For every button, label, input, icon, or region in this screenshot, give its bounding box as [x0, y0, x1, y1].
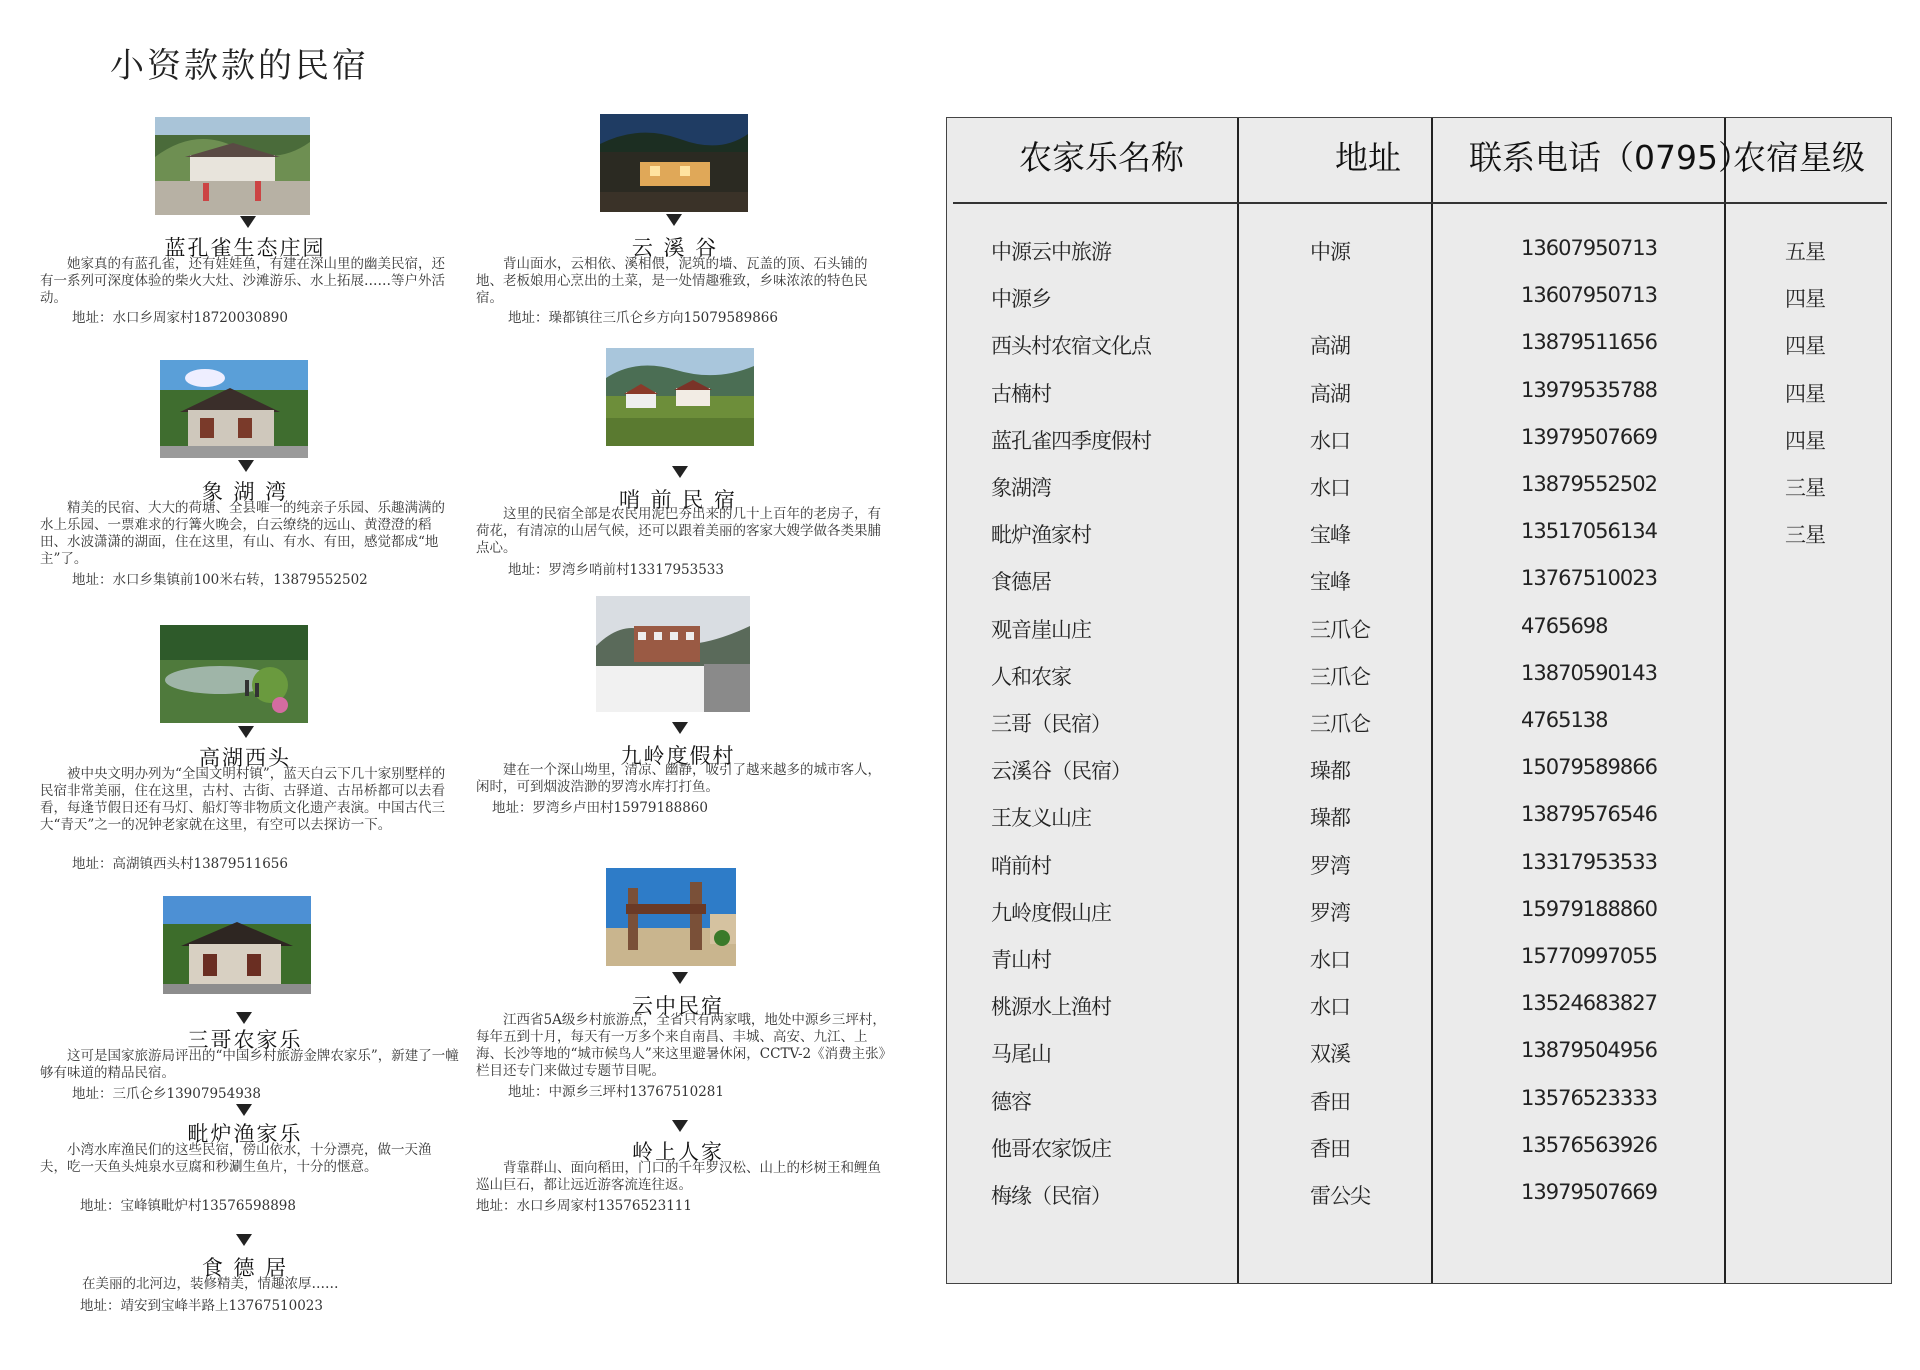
table-row [947, 755, 1891, 802]
photo-yunxigu [600, 114, 748, 212]
table-row [947, 378, 1891, 425]
entry-desc: 江西省5A级乡村旅游点，全省只有两家哦，地处中源乡三坪村，每年五到十月，每天有一万多个来自南昌、丰城、高安、九江、上海、长沙等地的“城市候鸟人”来这里避暑休闲，CCTV-2《消费主张》栏目还专门来做过专题节目呢。 [476, 1012, 886, 1079]
arrow-icon [240, 216, 256, 228]
cell-address: 香田 [1310, 1089, 1350, 1114]
photo-sange [163, 896, 311, 994]
entry-addr: 地址：高湖镇西头村13879511656 [72, 856, 288, 872]
cell-address: 宝峰 [1310, 570, 1350, 595]
table-row [947, 944, 1891, 991]
arrow-icon [672, 972, 688, 984]
photo-lankongque [155, 117, 310, 215]
cell-address: 宝峰 [1310, 523, 1350, 548]
cell-phone: 13576563926 [1521, 1132, 1657, 1157]
entry-name: 三哥农家乐 [187, 1028, 303, 1052]
cell-phone: 15979188860 [1521, 896, 1657, 921]
table-row [947, 708, 1891, 755]
header-name: 农家乐名称 [1019, 138, 1184, 177]
cell-address: 三爪仑 [1310, 712, 1370, 736]
entry-desc: 背山面水，云相依、溪相偎，泥筑的墙、瓦盖的顶、石头铺的地、老板娘用心烹出的土菜，是一处情趣雅致，乡味浓浓的特色民宿。 [476, 256, 868, 306]
farmstay-table [946, 117, 1892, 1284]
photo-yunzhong [606, 868, 736, 966]
cell-phone: 13576523333 [1521, 1085, 1657, 1110]
cell-address: 香田 [1310, 1136, 1350, 1161]
page-title: 小资款款的民宿 [110, 46, 369, 86]
photo-shaoqian [606, 348, 754, 446]
cell-name: 中源云中旅游 [991, 240, 1111, 264]
entry-addr: 地址：水口乡周家村18720030890 [72, 310, 288, 326]
cell-name: 蓝孔雀四季度假村 [991, 428, 1151, 453]
entry-name: 象 湖 湾 [201, 480, 289, 504]
arrow-icon [666, 214, 682, 226]
table-row [947, 1086, 1891, 1133]
entry-name: 毗炉渔家乐 [187, 1122, 303, 1146]
cell-phone: 13317953533 [1521, 849, 1657, 874]
cell-name: 古楠村 [991, 381, 1051, 406]
entry-name: 岭上人家 [632, 1140, 724, 1164]
cell-phone: 13607950713 [1521, 283, 1657, 308]
cell-phone: 13979507669 [1521, 424, 1657, 449]
table-row [947, 661, 1891, 708]
cell-address: 三爪仑 [1310, 617, 1370, 642]
entry-name: 哨 前 民 宿 [618, 488, 738, 512]
cell-name: 梅缘（民宿） [991, 1184, 1111, 1208]
table-row [947, 897, 1891, 944]
entry-addr: 地址：三爪仑乡13907954938 [72, 1086, 261, 1102]
arrow-icon [236, 1234, 252, 1246]
cell-address: 水口 [1310, 428, 1350, 453]
arrow-icon [238, 726, 254, 738]
cell-stars: 四星 [1785, 428, 1825, 453]
table-row [947, 330, 1891, 377]
entry-desc: 精美的民宿、大大的荷塘、全县唯一的纯亲子乐园、乐趣满满的水上乐园、一票难求的行篝火晚会，白云缭绕的远山、黄澄澄的稻田、水波潇潇的湖面，住在这里，有山、有水、有田，感觉都成“地主”了。 [40, 500, 445, 567]
cell-address: 雷公尖 [1310, 1184, 1370, 1208]
cell-address: 三爪仑 [1310, 664, 1370, 689]
cell-address: 璪都 [1310, 759, 1350, 784]
cell-stars: 四星 [1785, 334, 1825, 359]
cell-name: 德容 [991, 1089, 1031, 1114]
entry-name: 高湖西头 [199, 746, 291, 770]
cell-phone: 13607950713 [1521, 236, 1657, 260]
arrow-icon [672, 722, 688, 734]
cell-address: 璪都 [1310, 806, 1350, 831]
cell-address: 罗湾 [1310, 900, 1350, 925]
table-row [947, 472, 1891, 519]
cell-address: 中源 [1310, 240, 1350, 264]
cell-phone: 4765698 [1521, 613, 1608, 638]
table-row [947, 614, 1891, 661]
header-phone: 联系电话（0795） [1469, 138, 1751, 177]
entry-desc: 在美丽的北河边，装修精美，情趣浓厚…… [82, 1276, 339, 1292]
cell-name: 云溪谷（民宿） [991, 759, 1131, 784]
cell-name: 桃源水上渔村 [991, 995, 1111, 1020]
entry-addr: 地址：罗湾乡卢田村15979188860 [492, 800, 708, 816]
photo-jiuling [596, 596, 750, 712]
cell-phone: 13767510023 [1521, 566, 1657, 591]
cell-name: 中源乡 [991, 287, 1051, 312]
cell-address: 水口 [1310, 948, 1350, 972]
cell-address: 高湖 [1310, 381, 1350, 406]
cell-name: 三哥（民宿） [991, 712, 1111, 736]
table-row [947, 519, 1891, 566]
header-stars: 农宿星级 [1733, 138, 1865, 177]
entry-name: 食 德 居 [201, 1256, 289, 1280]
entry-addr: 地址：水口乡集镇前100米右转，13879552502 [72, 572, 368, 588]
cell-name: 哨前村 [991, 853, 1051, 878]
cell-phone: 13879552502 [1521, 472, 1657, 496]
cell-address: 高湖 [1310, 334, 1350, 359]
arrow-icon [672, 1120, 688, 1132]
cell-phone: 4765138 [1521, 708, 1608, 732]
arrow-icon [236, 1012, 252, 1024]
entry-desc: 她家真的有蓝孔雀，还有娃娃鱼，有建在深山里的幽美民宿，还有一系列可深度体验的柴火大灶、沙滩游乐、水上拓展……等户外活动。 [40, 256, 445, 306]
entry-desc: 小湾水库渔民们的这些民宿，傍山依水，十分漂亮，做一天渔夫，吃一天鱼头炖泉水豆腐和秒涮生鱼片，十分的惬意。 [40, 1142, 432, 1175]
cell-address: 罗湾 [1310, 853, 1350, 878]
cell-stars: 三星 [1785, 476, 1825, 500]
entry-addr: 地址：罗湾乡哨前村13317953533 [508, 562, 724, 578]
entry-addr: 地址：靖安到宝峰半路上13767510023 [80, 1298, 323, 1314]
cell-name: 九岭度假山庄 [991, 900, 1111, 925]
entry-addr: 地址：中源乡三坪村13767510281 [508, 1084, 724, 1100]
cell-phone: 13979535788 [1521, 377, 1657, 402]
table-row [947, 1038, 1891, 1085]
cell-name: 观音崖山庄 [991, 617, 1091, 642]
entry-desc: 建在一个深山坳里，清凉、幽静，吸引了越来越多的城市客人，闲时，可到烟波浩渺的罗湾水库打打鱼。 [476, 762, 881, 795]
cell-phone: 13879511656 [1521, 330, 1657, 355]
arrow-icon [236, 1104, 252, 1116]
cell-phone: 15770997055 [1521, 944, 1657, 968]
photo-gaohuxitou [160, 625, 308, 723]
entry-name: 云中民宿 [632, 994, 724, 1018]
entry-desc: 这里的民宿全部是农民用泥巴夯出来的几十上百年的老房子，有荷花，有清凉的山居气候，还可以跟着美丽的客家大嫂学做各类果脯点心。 [476, 506, 881, 556]
photo-xianghuwan [160, 360, 308, 458]
cell-stars: 三星 [1785, 523, 1825, 548]
cell-phone: 13879504956 [1521, 1038, 1657, 1063]
entry-desc: 背靠群山、面向稻田，门口的千年罗汉松、山上的杉树王和鲤鱼巡山巨石，都让远近游客流连往返。 [476, 1160, 881, 1193]
arrow-icon [672, 466, 688, 478]
cell-stars: 四星 [1785, 287, 1825, 312]
table-row [947, 850, 1891, 897]
cell-address: 双溪 [1310, 1042, 1350, 1067]
cell-name: 人和农家 [991, 664, 1071, 689]
cell-phone: 13879576546 [1521, 802, 1657, 827]
entry-name: 九岭度假村 [620, 744, 736, 768]
arrow-icon [238, 460, 254, 472]
cell-name: 他哥农家饭庄 [991, 1136, 1111, 1161]
entry-desc: 这可是国家旅游局评出的“中国乡村旅游金牌农家乐”，新建了一幢够有味道的精品民宿。 [40, 1048, 459, 1081]
entry-addr: 地址：宝峰镇毗炉村13576598898 [80, 1198, 296, 1214]
cell-phone: 13979507669 [1521, 1180, 1657, 1204]
cell-name: 青山村 [991, 948, 1051, 972]
cell-stars: 四星 [1785, 381, 1825, 406]
cell-name: 象湖湾 [991, 476, 1051, 500]
table-row [947, 1180, 1891, 1227]
cell-name: 西头村农宿文化点 [991, 334, 1151, 359]
cell-name: 食德居 [991, 570, 1051, 595]
table-row [947, 283, 1891, 330]
table-row [947, 236, 1891, 283]
cell-name: 王友义山庄 [991, 806, 1091, 831]
cell-name: 毗炉渔家村 [991, 523, 1091, 548]
table-row [947, 802, 1891, 849]
entry-name: 蓝孔雀生态庄园 [164, 236, 326, 260]
entry-addr: 地址：璪都镇往三爪仑乡方向15079589866 [508, 310, 778, 326]
table-row [947, 566, 1891, 613]
cell-phone: 13870590143 [1521, 660, 1657, 685]
table-row [947, 1133, 1891, 1180]
cell-phone: 13517056134 [1521, 519, 1657, 544]
cell-name: 马尾山 [991, 1042, 1051, 1067]
cell-address: 水口 [1310, 476, 1350, 500]
entry-addr: 地址：水口乡周家村13576523111 [476, 1198, 692, 1214]
header-address: 地址 [1335, 138, 1401, 177]
table-row [947, 425, 1891, 472]
cell-stars: 五星 [1785, 240, 1825, 264]
cell-phone: 15079589866 [1521, 755, 1657, 780]
entry-desc: 被中央文明办列为“全国文明村镇”，蓝天白云下几十家别墅样的民宿非常美丽，住在这里，古村、古街、古驿道、古吊桥都可以去看看，每逢节假日还有马灯、船灯等非物质文化遗产表演。中国古代三大“青天”之一的况钟老家就在这里，有空可以去探访一下。 [40, 766, 446, 833]
entry-name: 云 溪 谷 [631, 236, 719, 260]
cell-phone: 13524683827 [1521, 991, 1657, 1016]
cell-address: 水口 [1310, 995, 1350, 1020]
table-row [947, 991, 1891, 1038]
